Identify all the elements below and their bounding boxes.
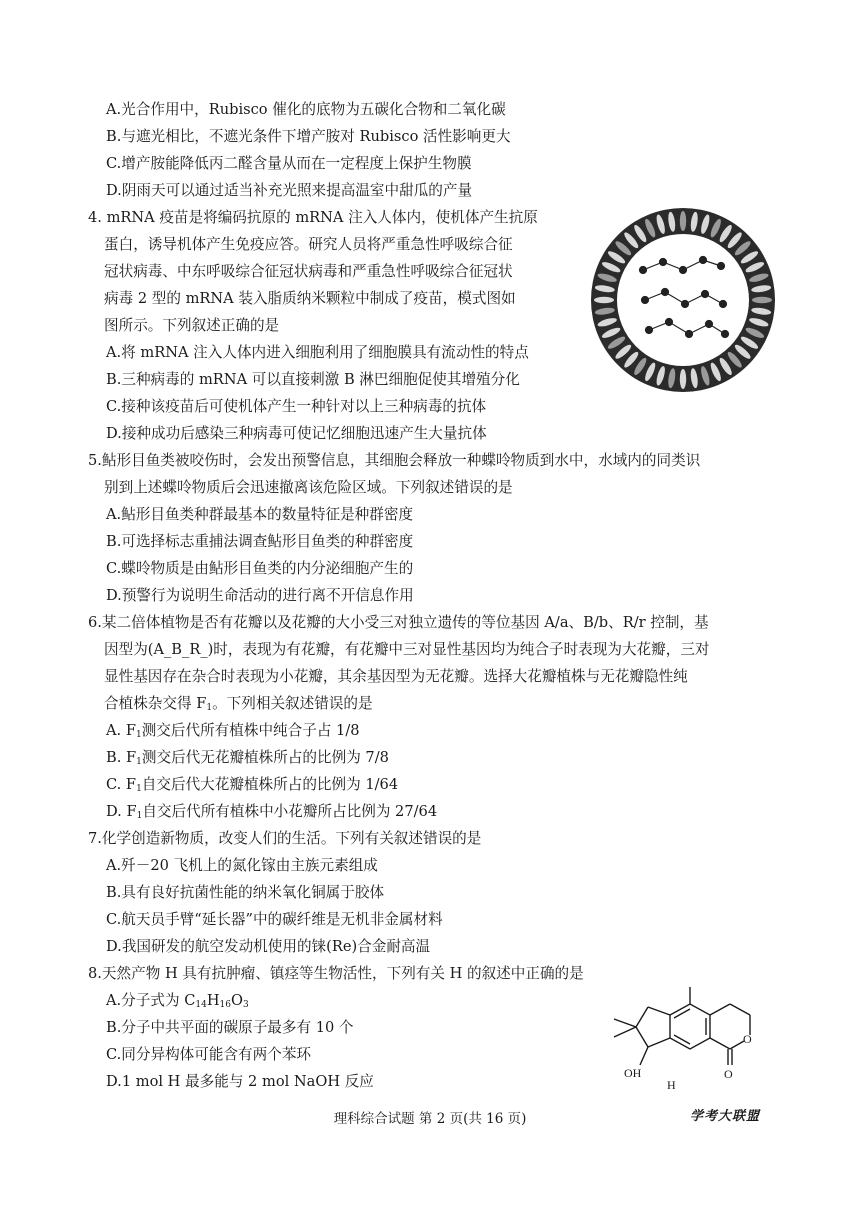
q6-stem-line-3: 显性基因存在杂合时表现为小花瓣，其余基因型为无花瓣。选择大花瓣植株与无花瓣隐性纯 — [104, 668, 688, 685]
q3-option-c: C.增产胺能降低丙二醛含量从而在一定程度上保护生物膜 — [106, 155, 472, 172]
q6-option-a: A. $F_1$测交后代所有植株中纯合子占 1/8 — [106, 722, 360, 740]
publisher-mark: 学考大联盟 — [690, 1109, 761, 1124]
q3-option-b: B.与遮光相比，不遮光条件下增产胺对 Rubisco 活性影响更大 — [106, 128, 511, 145]
q5-stem-line-2: 别到上述蝶呤物质后会迅速撤离该危险区域。下列叙述错误的是 — [104, 479, 513, 496]
q6-option-d: D. $F_1$自交后代所有植株中小花瓣所占比例为 27/64 — [106, 803, 438, 821]
q3-option-a: A.光合作用中，Rubisco 催化的底物为五碳化合物和二氧化碳 — [106, 101, 506, 118]
q4-stem-line-1: 4. mRNA 疫苗是将编码抗原的 mRNA 注入人体内，使机体产生抗原 — [88, 209, 538, 226]
q6-stem-line-2: 因型为(A_B_R_)时，表现为有花瓣，有花瓣中三对显性基因均为纯合子时表现为大花瓣，三对 — [104, 641, 710, 658]
q5-option-c: C.蝶呤物质是由鲇形目鱼类的内分泌细胞产生的 — [106, 560, 414, 577]
q4-option-d: D.接种成功后感染三种病毒可使记忆细胞迅速产生大量抗体 — [106, 425, 487, 442]
q5-option-a: A.鲇形目鱼类种群最基本的数量特征是种群密度 — [106, 506, 414, 523]
q7-option-d: D.我国研发的航空发动机使用的铼(Re)合金耐高温 — [106, 938, 431, 955]
q7-option-c: C.航天员手臂“延长器”中的碳纤维是无机非金属材料 — [106, 911, 443, 928]
q8-option-c: C.同分异构体可能含有两个苯环 — [106, 1046, 312, 1063]
q4-option-b: B.三种病毒的 mRNA 可以直接刺激 B 淋巴细胞促使其增殖分化 — [106, 371, 520, 388]
q7-option-a: A.歼－20 飞机上的氮化镓由主族元素组成 — [106, 857, 378, 874]
q8-stem: 8.天然产物 H 具有抗肿瘤、镇痉等生物活性，下列有关 H 的叙述中正确的是 — [88, 965, 584, 982]
q8-option-d: D.1 mol H 最多能与 2 mol NaOH 反应 — [106, 1073, 374, 1090]
q4-option-a: A.将 mRNA 注入人体内进入细胞利用了细胞膜具有流动性的特点 — [106, 344, 529, 361]
q5-option-b: B.可选择标志重捕法调查鲇形目鱼类的种群密度 — [106, 533, 414, 550]
ring-oxygen-label: O — [743, 1032, 752, 1046]
q8-option-b: B.分子中共平面的碳原子最多有 10 个 — [106, 1019, 354, 1036]
hydroxyl-label: OH — [624, 1066, 642, 1080]
q6-option-b: B. $F_1$测交后代无花瓣植株所占的比例为 7/8 — [106, 749, 389, 767]
q4-stem-line-3: 冠状病毒、中东呼吸综合征冠状病毒和严重急性呼吸综合征冠状 — [104, 263, 513, 280]
q4-option-c: C.接种该疫苗后可使机体产生一种针对以上三种病毒的抗体 — [106, 398, 487, 415]
q3-option-d: D.阴雨天可以通过适当补充光照来提高温室中甜瓜的产量 — [106, 182, 473, 199]
page-footer: 理科综合试题 第 2 页(共 16 页) — [333, 1111, 527, 1127]
q5-stem-line-1: 5.鲇形目鱼类被咬伤时，会发出预警信息，其细胞会释放一种蝶呤物质到水中，水域内的同类识 — [88, 452, 701, 469]
carbonyl-oxygen-label: O — [724, 1067, 733, 1081]
q8-option-a: A.分子式为 $C_{14}H_{16}O_3$ — [106, 992, 249, 1010]
q4-stem-line-5: 图所示。下列叙述正确的是 — [104, 317, 280, 334]
q5-option-d: D.预警行为说明生命活动的进行离不开信息作用 — [106, 587, 414, 604]
structure-h-figure — [600, 985, 770, 1095]
q6-stem-line-4: 合植株杂交得 $F_1$。下列相关叙述错误的是 — [104, 695, 373, 713]
q7-stem: 7.化学创造新物质，改变人们的生活。下列有关叙述错误的是 — [88, 830, 482, 847]
q6-stem-line-1: 6.某二倍体植物是否有花瓣以及花瓣的大小受三对独立遗传的等位基因 A/a、B/b、R/r 控制，基 — [88, 614, 709, 631]
compound-label-h: H — [667, 1078, 676, 1092]
q4-stem-line-2: 蛋白，诱导机体产生免疫应答。研究人员将严重急性呼吸综合征 — [104, 236, 513, 253]
q7-option-b: B.具有良好抗菌性能的纳米氧化铜属于胶体 — [106, 884, 385, 901]
lipid-nanoparticle-figure — [583, 200, 783, 400]
q6-option-c: C. $F_1$自交后代大花瓣植株所占的比例为 1/64 — [106, 776, 399, 794]
q4-stem-line-4: 病毒 2 型的 mRNA 装入脂质纳米颗粒中制成了疫苗，模式图如 — [104, 290, 516, 307]
